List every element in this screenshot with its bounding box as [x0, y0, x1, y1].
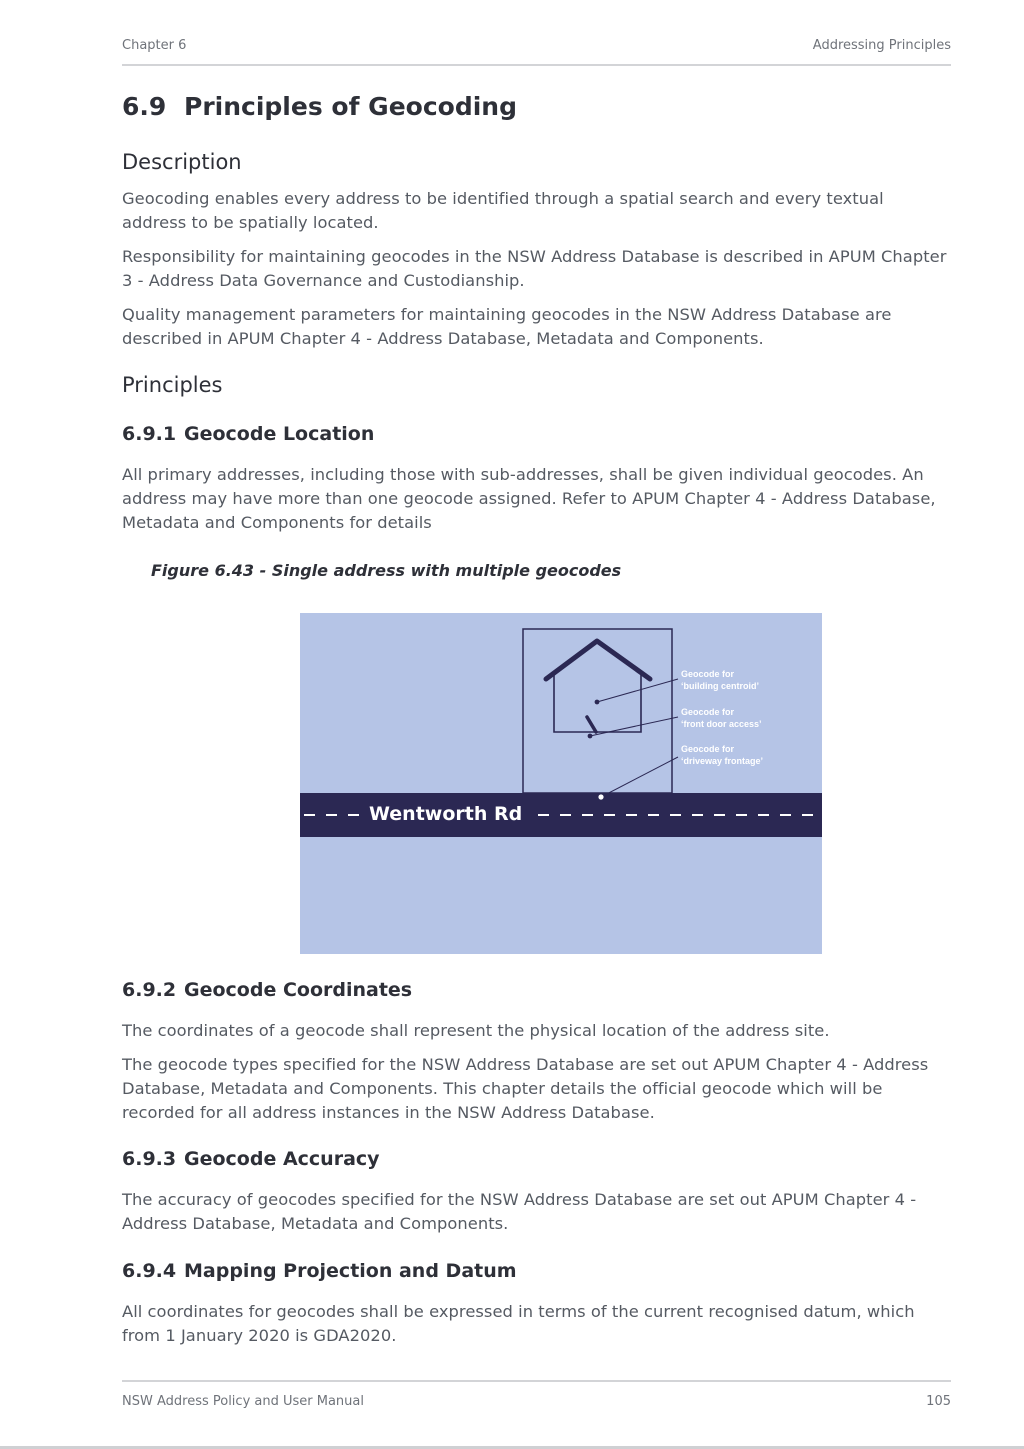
principles-heading: Principles	[122, 373, 223, 397]
page-header	[122, 38, 951, 66]
description-paragraph-2: Responsibility for maintaining geocodes in the NSW Address Database is described in APUM Chapter 3 - Address Data Governance and Custodianship.	[122, 247, 947, 290]
section-title	[122, 92, 517, 121]
subsection-694-title	[122, 1260, 517, 1282]
subsection-694-paragraph: All coordinates for geocodes shall be expressed in terms of the current recognised datum, which from 1 January 2020 is GDA2020.	[122, 1302, 915, 1345]
section-title-text: Principles of Geocoding	[184, 92, 517, 121]
subsection-693-text: Geocode Accuracy	[184, 1148, 380, 1170]
footer-publication: NSW Address Policy and User Manual	[122, 1394, 364, 1409]
subsection-691-title	[122, 423, 374, 445]
description-heading: Description	[122, 150, 242, 174]
section-number: 6.9	[122, 92, 167, 121]
subsection-692-text: Geocode Coordinates	[184, 979, 413, 1001]
label-centroid-line2: ‘building centroid’	[681, 681, 759, 691]
figure-background	[300, 613, 822, 954]
subsection-693-title	[122, 1148, 380, 1170]
footer-page-number: 105	[926, 1394, 951, 1409]
road-name: Wentworth Rd	[369, 803, 523, 825]
label-front-door-line2: ‘front door access’	[681, 719, 762, 729]
subsection-692-paragraph-1: The coordinates of a geocode shall represent the physical location of the address site.	[122, 1021, 830, 1040]
label-front-door-line1: Geocode for	[681, 707, 735, 717]
subsection-693-number: 6.9.3	[122, 1148, 177, 1170]
subsection-692-title	[122, 979, 412, 1001]
description-paragraph-1: Geocoding enables every address to be identified through a spatial search and every textual address to be spatially located.	[122, 189, 884, 232]
subsection-693-paragraph: The accuracy of geocodes specified for the NSW Address Database are set out APUM Chapter 4 - Address Database, Metadata and Components.	[122, 1190, 917, 1233]
header-section: Addressing Principles	[812, 38, 951, 53]
header-chapter: Chapter 6	[122, 38, 187, 53]
subsection-691-paragraph: All primary addresses, including those with sub-addresses, shall be given individual geocodes. An address may have more than one geocode assigned. Refer to APUM Chapter 4 - Address Database, Metadata and Components for details	[122, 465, 936, 532]
subsection-691-text: Geocode Location	[184, 423, 375, 445]
page-footer	[122, 1380, 951, 1409]
label-driveway-line2: ‘driveway frontage’	[681, 756, 764, 766]
subsection-691-number: 6.9.1	[122, 423, 177, 445]
label-centroid-line1: Geocode for	[681, 669, 735, 679]
subsection-694-text: Mapping Projection and Datum	[184, 1260, 517, 1282]
description-paragraph-3: Quality management parameters for maintaining geocodes in the NSW Address Database are described in APUM Chapter 4 - Address Database, Metadata and Components.	[122, 305, 892, 348]
label-driveway-line1: Geocode for	[681, 744, 735, 754]
figure-caption: Figure 6.43 - Single address with multiple geocodes	[151, 561, 622, 580]
subsection-692-paragraph-2: The geocode types specified for the NSW Address Database are set out APUM Chapter 4 - Address Database, Metadata and Components. This chapter details the official geocode which will be recorded for all address instances in the NSW Address Database.	[122, 1055, 929, 1122]
subsection-694-number: 6.9.4	[122, 1260, 177, 1282]
driveway-frontage-point	[598, 794, 603, 799]
geocode-figure	[300, 613, 822, 954]
geocode-diagram	[300, 613, 822, 954]
subsection-692-number: 6.9.2	[122, 979, 177, 1001]
